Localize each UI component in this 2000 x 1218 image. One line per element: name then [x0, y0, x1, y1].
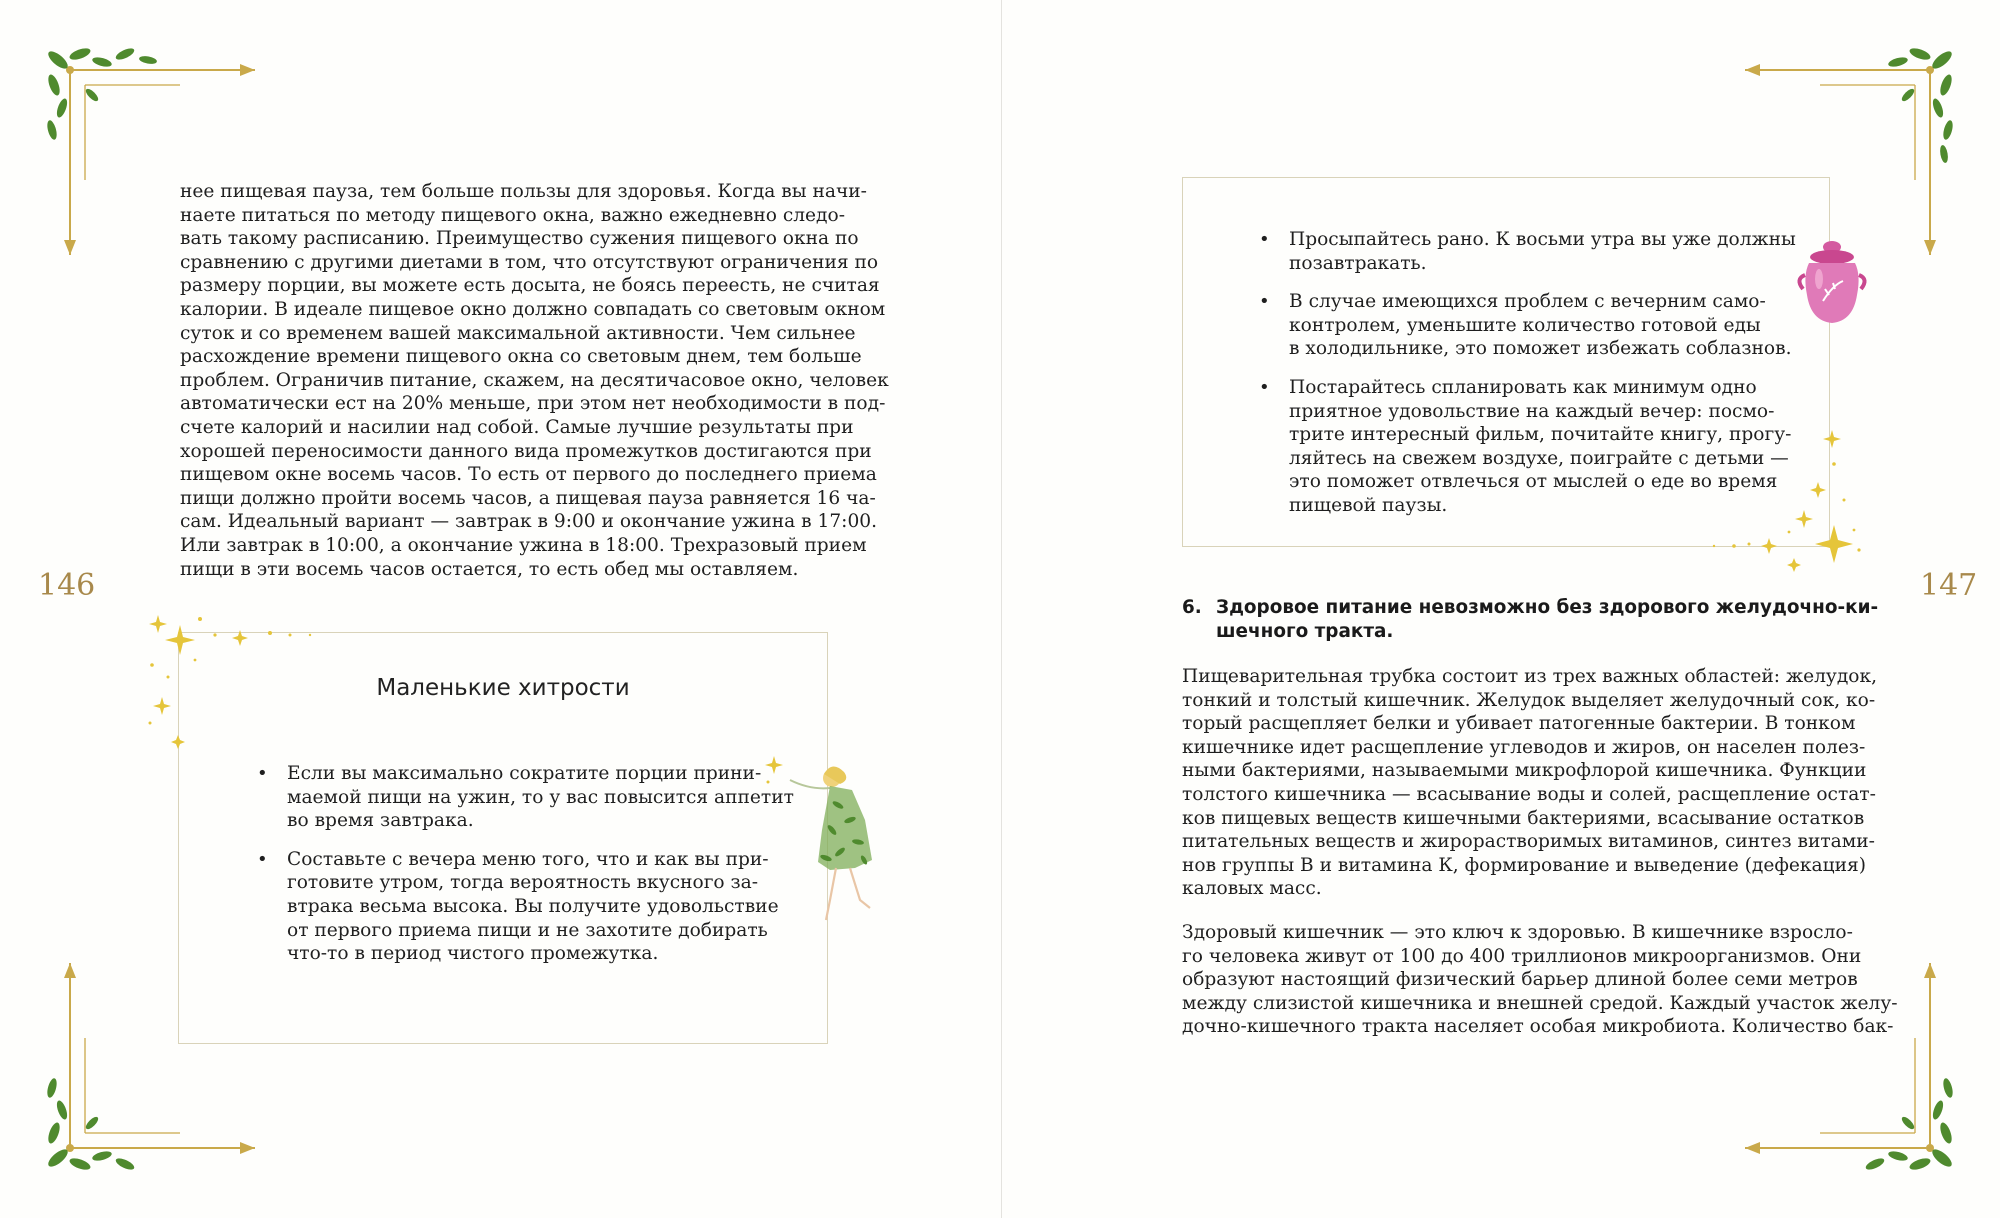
text-line: сравнению с другими диетами в том, что отсутствуют ограничения по	[180, 251, 879, 273]
text-line: счете калорий и насилии над собой. Самые лучшие результаты при	[180, 416, 854, 438]
text-line: маемой пищи на ужин, то у вас повысится аппетит	[287, 786, 794, 808]
list-item	[257, 762, 794, 833]
text-line: нее пищевая пауза, тем больше пользы для здоровья. Когда вы начи-	[180, 181, 867, 202]
tips-box-title: Маленькие хитрости	[376, 675, 630, 701]
text-line: Составьте с вечера меню того, что и как вы при-	[287, 848, 769, 870]
text-line: нов группы В и витамина К, формирование и выведение (дефекация)	[1182, 854, 1866, 876]
text-line: вать такому расписанию. Преимущество сужения пищевого окна по	[180, 228, 859, 250]
text-line: ков пищевых веществ кишечными бактериями, всасывание остатков	[1182, 807, 1865, 829]
bullet-icon: •	[1259, 291, 1270, 313]
text-line: трите интересный фильм, почитайте книгу, прогу-	[1289, 424, 1792, 446]
text-line: го человека живут от 100 до 400 триллионов микроорганизмов. Они	[1182, 945, 1862, 967]
list-item	[1259, 290, 1792, 361]
text-line: толстого кишечника — всасывание воды и солей, расщепление остат-	[1182, 783, 1876, 805]
text-line: пищи должно пройти восемь часов, а пищевая пауза равняется 16 ча-	[180, 487, 876, 509]
bullet-icon: •	[257, 763, 268, 784]
text-line: пищи в эти восемь часов остается, то есть обед мы оставляем.	[180, 558, 799, 580]
text-line: от первого приема пищи и не захотите добирать	[287, 919, 768, 941]
text-line: втрака весьма высока. Вы получите удовольствие	[287, 895, 779, 917]
right-body-paragraph-2	[1182, 921, 1898, 1039]
left-body-paragraph	[180, 180, 889, 581]
page-number-left: 146	[38, 568, 96, 603]
list-item	[1259, 376, 1792, 518]
text-line: В случае имеющихся проблем с вечерним само-	[1289, 291, 1766, 313]
text-line: каловых масс.	[1182, 878, 1322, 900]
text-line: образуют настоящий физический барьер длиной более семи метров	[1182, 969, 1858, 991]
text-line: Здоровый кишечник — это ключ к здоровью. В кишечнике взросло-	[1182, 922, 1853, 943]
text-line: между слизистой кишечника и внешней средой. Каждый участок желу-	[1182, 992, 1898, 1014]
text-line: Просыпайтесь рано. К восьми утра вы уже должны	[1289, 229, 1796, 250]
text-line: Постарайтесь спланировать как минимум одно	[1289, 376, 1757, 398]
text-line: Или завтрак в 10:00, а окончание ужина в 18:00. Трехразовый прием	[180, 534, 867, 556]
text-line: суток и со временем вашей максимальной активности. Чем сильнее	[180, 322, 856, 344]
text-line: тонкий и толстый кишечник. Желудок выделяет желудочный сок, ко-	[1182, 689, 1876, 711]
text-line: ными бактериями, называемыми микрофлорой кишечника. Функции	[1182, 760, 1867, 782]
text-line: шечного тракта.	[1216, 620, 1394, 642]
section-heading	[1216, 596, 1879, 643]
text-line: расхождение времени пищевого окна со световым днем, тем больше	[180, 346, 862, 368]
section-heading-number: 6.	[1182, 597, 1202, 618]
text-line: хорошей переносимости данного вида промежутков достигаются при	[180, 440, 872, 462]
text-line: позавтракать.	[1289, 252, 1427, 274]
sparkle-decoration	[1694, 420, 1874, 580]
text-line: сам. Идеальный вариант — завтрак в 9:00 и окончание ужина в 17:00.	[180, 511, 878, 533]
fairy-illustration	[760, 750, 900, 930]
list-item	[1259, 228, 1796, 275]
text-line: размеру порции, вы можете есть досыта, не боясь переесть, не считая	[180, 275, 880, 297]
tips-list-continued	[1259, 228, 1796, 533]
text-line: в холодильнике, это поможет избежать соблазнов.	[1289, 338, 1792, 360]
tips-list	[257, 762, 794, 981]
bullet-icon: •	[1259, 229, 1270, 250]
text-line: кишечнике идет расщепление углеводов и жиров, он населен полез-	[1182, 736, 1866, 758]
text-line: калории. В идеале пищевое окно должно совпадать со световым окном	[180, 298, 886, 320]
text-line: пищевой паузы.	[1289, 494, 1448, 516]
text-line: проблем. Ограничив питание, скажем, на десятичасовое окно, человек	[180, 369, 889, 391]
text-line: питательных веществ и жирорастворимых витаминов, синтез витами-	[1182, 831, 1875, 853]
text-line: наете питаться по методу пищевого окна, важно ежедневно следо-	[180, 204, 845, 226]
bullet-icon: •	[1259, 376, 1270, 398]
text-line: Если вы максимально сократите порции прини-	[287, 763, 762, 784]
text-line: контролем, уменьшите количество готовой еды	[1289, 314, 1761, 336]
text-line: ляйтесь на свежем воздухе, поиграйте с детьми —	[1289, 447, 1789, 469]
text-line: что-то в период чистого промежутка.	[287, 943, 659, 965]
text-line: готовите утром, тогда вероятность вкусного за-	[287, 872, 759, 894]
text-line: торый расщепляет белки и убивает патогенные бактерии. В тонком	[1182, 713, 1856, 735]
text-line: приятное удовольствие на каждый вечер: посмо-	[1289, 400, 1775, 422]
right-body-paragraph-1	[1182, 665, 1877, 901]
right-page	[1002, 0, 2000, 1218]
list-item	[257, 848, 779, 966]
text-line: дочно-кишечного тракта населяет особая микробиота. Количество бак-	[1182, 1016, 1894, 1038]
text-line: это поможет отвлечься от мыслей о еде во время	[1289, 471, 1778, 493]
page-number-right: 147	[1920, 568, 1978, 603]
text-line: пищевом окне восемь часов. То есть от первого до последнего приема	[180, 464, 877, 486]
bullet-icon: •	[257, 848, 268, 870]
text-line: Здоровое питание невозможно без здорового желудочно-ки-	[1216, 597, 1879, 618]
text-line: Пищеварительная трубка состоит из трех важных областей: желудок,	[1182, 666, 1877, 687]
text-line: во время завтрака.	[287, 810, 474, 832]
text-line: автоматически ест на 20% меньше, при этом нет необходимости в под-	[180, 393, 886, 415]
jar-illustration	[1797, 235, 1867, 330]
